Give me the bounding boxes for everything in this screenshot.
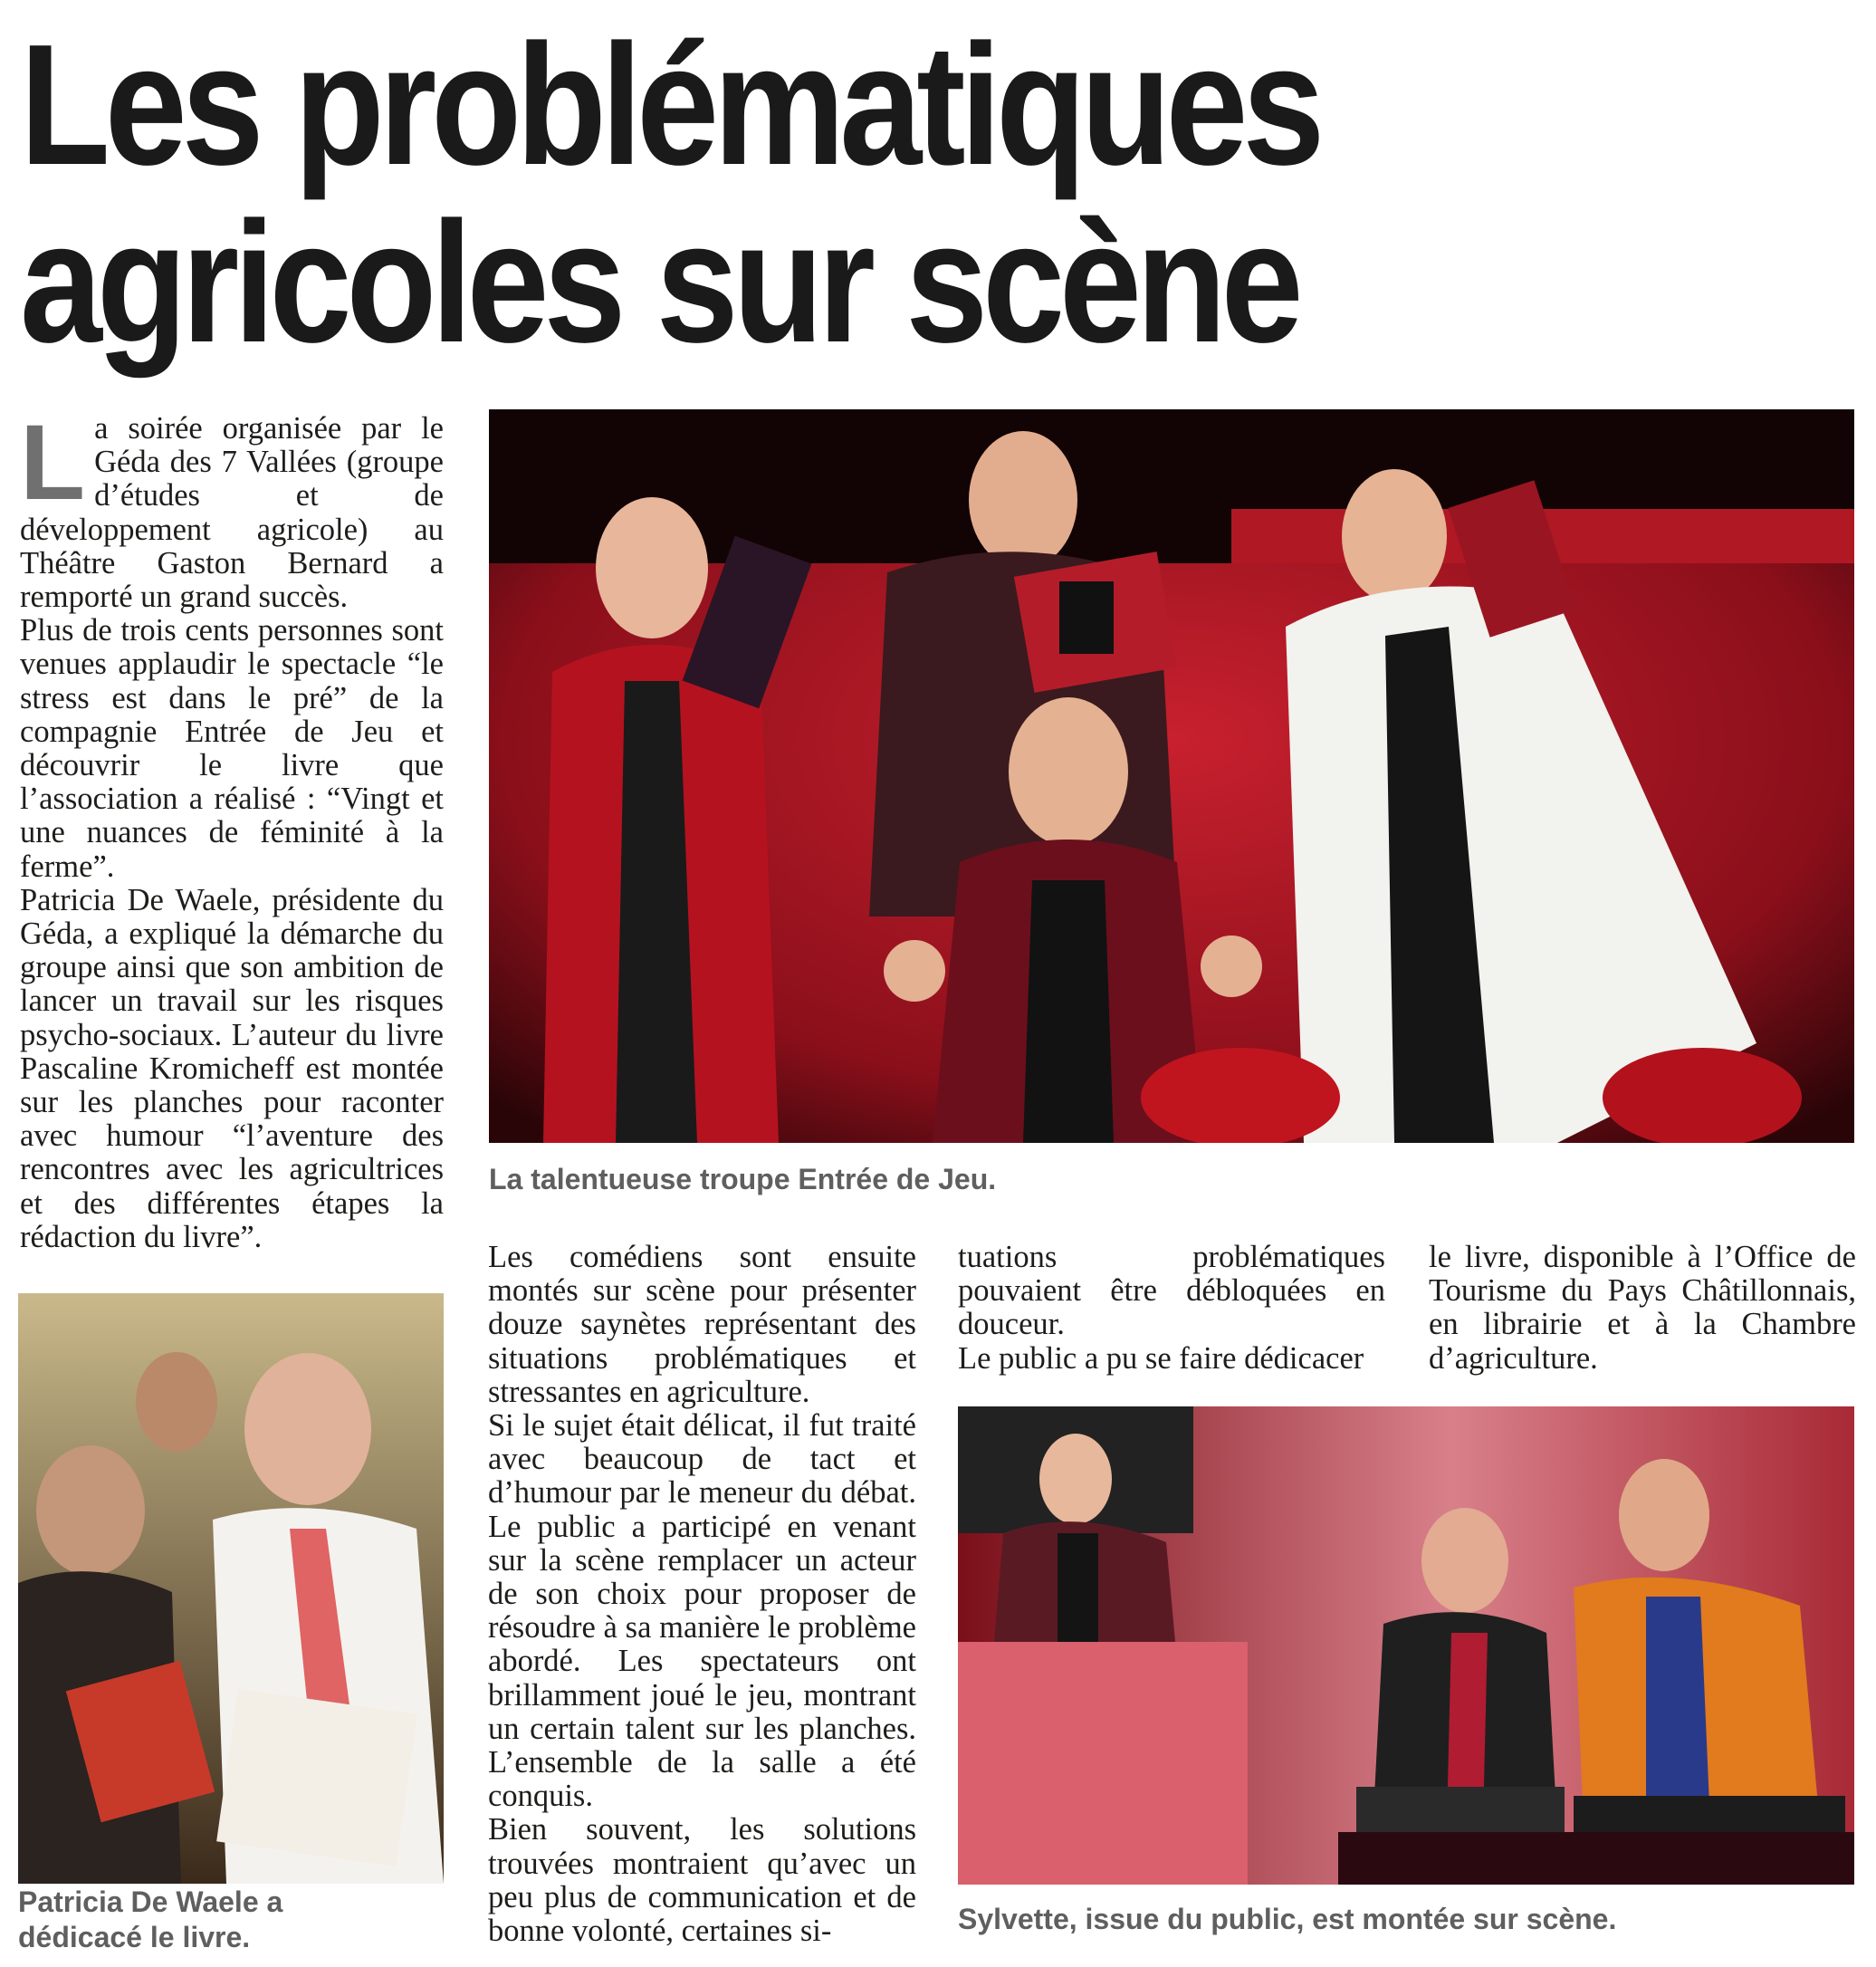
col2-paragraph-1: Les comédiens sont ensuite montés sur scène pour présenter douze saynètes représentant des situations problématiques et stressantes en agriculture.	[488, 1240, 916, 1409]
body-column-2	[488, 1241, 916, 1948]
bottom-photo-caption: Sylvette, issue du public, est montée sur scène.	[958, 1903, 1617, 1935]
intro-paragraph-2: Plus de trois cents personnes sont venues applaudir le spectacle “le stress est dans le pré” de la compagnie Entrée de Jeu et découvrir le livre que l’association a réalisé : “Vingt et une nuances de féminité à la ferme”.	[20, 613, 444, 884]
headline-line-2: agricoles sur scène	[20, 187, 1298, 379]
bottom-photo-stage	[958, 1406, 1854, 1885]
main-photo-caption: La talentueuse troupe Entrée de Jeu.	[489, 1163, 997, 1195]
col3-paragraph-1: tuations problématiques pouvaient être débloquées en douceur.	[958, 1240, 1385, 1342]
col3-paragraph-2: Le public a pu se faire dédicacer	[958, 1340, 1364, 1376]
body-column-3	[958, 1241, 1385, 1376]
col2-paragraph-3: Bien souvent, les solutions trouvées montraient qu’avec un peu plus de communication et de bonne volonté, certaines si-	[488, 1812, 916, 1949]
intro-column	[20, 403, 444, 1254]
left-photo-caption: Patricia De Waele a dédicacé le livre.	[18, 1885, 283, 1953]
left-photo-signing	[18, 1293, 444, 1884]
drop-cap: L	[20, 403, 86, 523]
article-headline	[20, 9, 1601, 379]
main-photo-troupe	[489, 409, 1854, 1143]
stage-photo-illustration	[489, 409, 1854, 1143]
col2-paragraph-2: Si le sujet était délicat, il fut traité avec beaucoup de tact et d’humour par le meneur du débat. Le public a participé en venant sur la scène remplacer un acteur de son choix pour proposer de résoudre à sa manière le problème abordé. Les spectateurs ont brillamment joué le jeu, montrant un certain talent sur les planches. L’ensemble de la salle a été conquis.	[488, 1408, 916, 1814]
body-column-4	[1429, 1241, 1856, 1376]
headline-line-1: Les problématiques	[20, 9, 1320, 201]
intro-paragraph-3: Patricia De Waele, présidente du Géda, a expliqué la démarche du groupe ainsi que son ambition de lancer un travail sur les risques psycho-sociaux. L’auteur du livre Pascaline Kromicheff est montée sur les planches pour raconter avec humour “l’aventure des rencontres avec les agricultrices et des différentes étapes la rédaction du livre”.	[20, 882, 444, 1254]
col4-paragraph-1: le livre, disponible à l’Office de Tourisme du Pays Châtillonnais, en librairie et à la Chambre d’agriculture.	[1429, 1240, 1856, 1376]
intro-paragraph-1: La soirée organisée par le Géda des 7 Vallées (groupe d’études et de développement agricole) au Théâtre Gaston Bernard a remporté un grand succès.	[20, 403, 444, 615]
signing-photo-illustration	[18, 1293, 444, 1884]
stage-scene-illustration	[958, 1406, 1854, 1885]
